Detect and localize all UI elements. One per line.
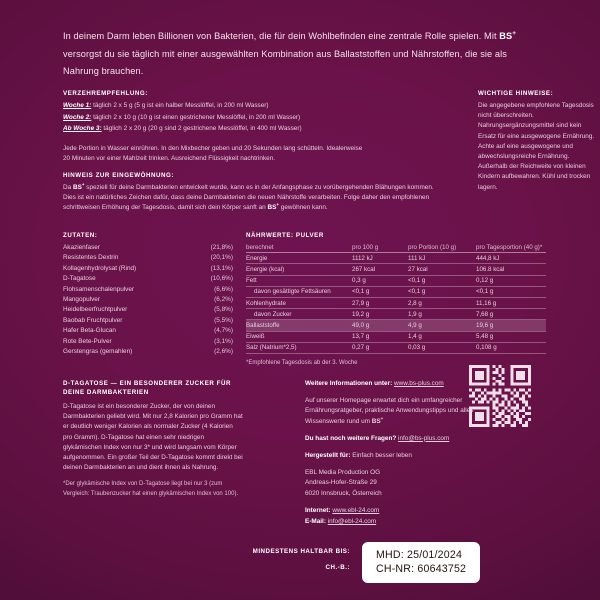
ingredient-name: Baobab Fruchtpulver <box>63 316 123 324</box>
dose-week-1-text: täglich 2 x 5 g (5 g ist ein halber Messlöffel, in 200 ml Wasser) <box>91 102 269 109</box>
nutrient-label: davon Zucker <box>246 309 352 320</box>
nutrition-footnote: *Empfohlene Tagesdosis ab der 3. Woche <box>246 359 358 366</box>
nutrient-per100g: 267 kcal <box>352 264 408 275</box>
ingredient-percent: (2,6%) <box>214 348 233 356</box>
made-for-value: Einfach besser leben <box>352 452 412 460</box>
nutrient-label: Kohlenhydrate <box>246 297 352 308</box>
table-row <box>246 264 546 275</box>
nutrient-label: davon gesättigte Fettsäuren <box>246 286 352 297</box>
support-email-link[interactable]: info@bs-plus.com <box>398 434 450 442</box>
ingredient-percent: (20,1%) <box>210 254 233 262</box>
nutrition-table <box>246 242 546 354</box>
list-item <box>63 305 233 315</box>
dose-week-2-label: Woche 2: <box>63 113 92 121</box>
nutrient-label: Energie (kcal) <box>246 264 352 275</box>
list-item <box>63 337 233 347</box>
table-row <box>246 342 546 353</box>
brand-superscript: + <box>512 29 517 37</box>
nutrient-portion: 1,9 g <box>408 309 476 320</box>
ingredient-percent: (4,7%) <box>214 327 233 335</box>
nutrition-heading: NÄHRWERTE: PULVER <box>246 232 324 239</box>
website-link[interactable]: www.bs-plus.com <box>394 380 444 387</box>
ingredient-name: Akazienfaser <box>63 244 100 251</box>
consumption-paragraph: Jede Portion in Wasser einrühren. In den Mixbecher geben und 20 Sekunden lang schütteln. Idealerweise 20 Minuten vor einer Mahlzeit trinken. Ausreichend Flüssigkeit nachtrinken. <box>63 144 363 162</box>
company-address <box>305 468 505 499</box>
list-item <box>63 285 233 295</box>
nutrient-per100g: 27,9 g <box>352 297 408 308</box>
nutrient-label: Salz (Natrium*2,5) <box>246 342 352 353</box>
nutrient-per100g: <0,1 g <box>352 286 408 297</box>
nutrient-daily: 0,12 g <box>476 275 546 286</box>
ingredient-name: Rote Bete-Pulver <box>63 337 112 345</box>
more-info-line <box>305 379 505 389</box>
dose-week-1 <box>63 101 423 111</box>
company-email-link[interactable]: info@ebl-24.com <box>327 518 377 526</box>
nutrient-portion: <0,1 g <box>408 275 476 286</box>
ingredient-name: Resistentes Dextrin <box>63 254 119 262</box>
table-row <box>246 309 546 320</box>
important-notes-heading: WICHTIGE HINWEISE: <box>478 90 554 97</box>
table-row <box>246 253 546 264</box>
made-for-label: Hergestellt für: <box>305 452 351 460</box>
ingredient-percent: (5,8%) <box>214 306 233 314</box>
adaptation-text-a: Da <box>63 184 73 191</box>
important-notes-text: Die angegebene empfohlene Tagesdosis nicht überschreiten. Nahrungsergänzungsmittel sind kein Ersatz für eine ausgewogene Ernährung. Achte auf eine ausgewogene und abwechslungsreiche Ernährung. Außerhalb der Reichweite von kleinen Kindern aufbewahren. Kühl und trocken lagern. <box>478 102 595 191</box>
tagatose-section <box>63 379 243 500</box>
brand-name-inline-1: BS+ <box>72 181 85 191</box>
intro-text-part2: versorgst du sie täglich mit einer ausgewählten Kombination aus Ballaststoffen und Nährstoffen, die sie als Nahrung brauchen. <box>63 48 507 76</box>
questions-line <box>305 434 505 444</box>
nutrient-per100g: 1112 kJ <box>352 253 408 264</box>
list-item <box>63 274 233 284</box>
nutrient-daily: 444,8 kJ <box>476 253 546 264</box>
dose-week-3-text: täglich 2 x 20 g (20 g sind 2 gestrichene Messlöffel, in 400 ml Wasser) <box>101 125 302 133</box>
internet-label: Internet: <box>305 506 331 514</box>
ingredient-name: Gerstengras (gemahlen) <box>63 348 133 356</box>
intro-paragraph <box>63 28 537 81</box>
nutrient-portion: 27 kcal <box>408 264 476 275</box>
list-item <box>63 253 233 263</box>
questions-label: Du hast noch weitere Fragen? <box>305 434 397 442</box>
adaptation-heading: HINWEIS ZUR EINGEWÖHNUNG: <box>63 172 175 179</box>
nutrient-portion: 0,03 g <box>408 342 476 353</box>
company-street: Andreas-Hofer-Straße 29 <box>305 479 377 487</box>
list-item <box>63 264 233 274</box>
ingredients-section <box>63 232 233 357</box>
ingredient-name: D-Tagatose <box>63 275 96 283</box>
tagatose-heading: D-TAGATOSE — EIN BESONDERER ZUCKER FÜR DEINE DARMBAKTERIEN <box>63 380 232 396</box>
dose-week-3-label: Ab Woche 3: <box>63 125 102 133</box>
table-row <box>246 275 546 286</box>
charge-number-value: CH-NR: 60643752 <box>376 563 467 575</box>
tagatose-paragraph: D-Tagatose ist ein besonderer Zucker, der von deinen Darmbakterien geliebt wird. Mit nur 2,8 Kalorien pro Gramm hat er deutlich weniger Kalorien als normaler Zucker (4 Kalorien pro Gramm). D-Tagatose hat einen sehr niedrigen glykämischen Index von nur 3* und wird langsam vom Körper aufgenommen. Ein großer Teil der D-Tagatose kommt direkt bei deinen Darmbakterien an und dient ihnen als Nahrung. <box>63 403 243 472</box>
nutrient-portion: 111 kJ <box>408 253 476 264</box>
list-item <box>63 295 233 305</box>
table-row <box>246 297 546 308</box>
nutrient-portion: <0,1 g <box>408 286 476 297</box>
list-item <box>63 326 233 336</box>
nutrient-daily: <0,1 g <box>476 286 546 297</box>
adaptation-text-c: gewöhnen kann. <box>279 204 328 212</box>
dose-week-1-label: Woche 1: <box>63 102 92 109</box>
consumption-heading: VERZEHREMPFEHLUNG: <box>63 90 148 97</box>
company-name: EBL Media Production OG <box>305 469 381 477</box>
nutrient-portion: 2,8 g <box>408 297 476 308</box>
brand-name-inline-2: BS+ <box>267 202 280 212</box>
column-header-daily: pro Tagesportion (40 g)* <box>476 242 546 253</box>
nutrient-daily: 5,48 g <box>476 331 546 342</box>
best-before-label: MINDESTENS HALTBAR BIS: <box>252 548 350 555</box>
nutrient-daily: 106.8 kcal <box>476 264 546 275</box>
ingredient-percent: (6,2%) <box>214 296 233 304</box>
nutrient-label: Ballaststoffe <box>246 320 352 331</box>
nutrient-per100g: 0,3 g <box>352 275 408 286</box>
mhd-date-value: MHD: 25/01/2024 <box>376 549 463 561</box>
nutrient-portion: 4,9 g <box>408 320 476 331</box>
list-item <box>63 243 233 253</box>
consumption-recommendation-section <box>63 90 423 164</box>
nutrient-daily: 0,108 g <box>476 342 546 353</box>
nutrient-daily: 11,16 g <box>476 297 546 308</box>
ingredient-percent: (6,6%) <box>214 285 233 293</box>
company-city: 6020 Innsbruck, Österreich <box>305 489 382 497</box>
nutrient-per100g: 13,7 g <box>352 331 408 342</box>
nutrient-per100g: 49,0 g <box>352 320 408 331</box>
ingredients-list <box>63 243 233 357</box>
email-line <box>305 517 505 527</box>
brand-name-inline-3: BS+ <box>371 415 384 425</box>
ingredient-percent: (21,8%) <box>210 244 233 251</box>
nutrition-section <box>246 232 546 366</box>
ingredient-percent: (10,6%) <box>210 275 233 283</box>
brand-superscript: + <box>276 202 280 208</box>
brand-superscript: + <box>81 181 85 187</box>
charge-label: CH.-B.: <box>325 564 350 571</box>
nutrient-daily: 7,68 g <box>476 309 546 320</box>
ingredient-name: Mangopulver <box>63 296 100 304</box>
dose-week-2 <box>63 113 423 123</box>
table-row <box>246 286 546 297</box>
nutrient-label: Energie <box>246 253 352 264</box>
homepage-text: Auf unserer Homepage erwartet dich ein umfangreicher Ernährungsratgeber, praktische Anwendungstipps und alles Wissenswerte rund um <box>305 397 474 425</box>
ingredients-heading: ZUTATEN: <box>63 232 98 239</box>
adaptation-notice-section <box>63 172 443 214</box>
more-info-label: Weitere Informationen unter: <box>305 380 393 387</box>
list-item <box>63 316 233 326</box>
internet-line <box>305 506 505 516</box>
brand-superscript: + <box>380 415 384 421</box>
adaptation-paragraph <box>63 183 443 214</box>
nutrient-per100g: 19,2 g <box>352 309 408 320</box>
nutrient-label: Eiweiß <box>246 331 352 342</box>
list-item <box>63 347 233 357</box>
ingredient-name: Heidelbeerfruchtpulver <box>63 306 128 314</box>
nutrient-portion: 1,4 g <box>408 331 476 342</box>
tagatose-footnote: *Der glykämische Index von D-Tagatose liegt bei nur 3 (zum Vergleich: Traubenzucker hat einen glykämischen Index von 100). <box>63 481 239 498</box>
brand-name: BS+ <box>499 29 517 41</box>
nutrient-daily: 19,6 g <box>476 320 546 331</box>
ingredient-percent: (3,1%) <box>214 337 233 345</box>
table-row-highlighted <box>246 320 546 331</box>
email-label: E-Mail: <box>305 518 326 526</box>
important-notes-section <box>478 90 596 193</box>
dose-week-2-text: täglich 2 x 10 g (10 g ist einen gestrichener Messlöffel, in 200 ml Wasser) <box>91 113 301 121</box>
ingredient-name: Kollagenhydrolysat (Rind) <box>63 264 137 272</box>
homepage-paragraph <box>305 396 505 427</box>
adaptation-text-b: speziell für deine Darmbakterien entwickelt wurde, kann es in der Anfangsphase zu vorübergehenden Blähungen kommen. Dies ist ein natürliches Zeichen dafür, dass deine Darmbakterien die neuen Nährstoffe verarbeiten. Folge daher den empfohlenen schrittweisen Erhöhung der Tagesdosis, damit sich dein Körper sanft an <box>63 184 434 212</box>
contact-info-section <box>305 379 505 534</box>
ingredient-percent: (5,5%) <box>214 316 233 324</box>
table-row <box>246 331 546 342</box>
nutrient-label: Fett <box>246 275 352 286</box>
intro-text-part1: In deinem Darm leben Billionen von Bakterien, die für dein Wohlbefinden eine zentrale Rolle spielen. Mit <box>63 31 500 41</box>
company-website-link[interactable]: www.ebl-24.com <box>332 506 380 514</box>
column-header-basis: berechnet <box>246 242 352 253</box>
table-header-row <box>246 242 546 253</box>
dose-week-3 <box>63 124 423 134</box>
column-header-per100g: pro 100 g <box>352 242 408 253</box>
ingredient-percent: (13,1%) <box>210 264 233 272</box>
made-for-line <box>305 451 505 461</box>
ingredient-name: Hafer Beta-Glucan <box>63 327 116 335</box>
nutrient-per100g: 0,27 g <box>352 342 408 353</box>
best-before-labels <box>196 548 350 571</box>
best-before-value-box <box>362 542 480 583</box>
column-header-portion: pro Portion (10 g) <box>408 242 476 253</box>
ingredient-name: Flohsamenschalenpulver <box>63 285 135 293</box>
